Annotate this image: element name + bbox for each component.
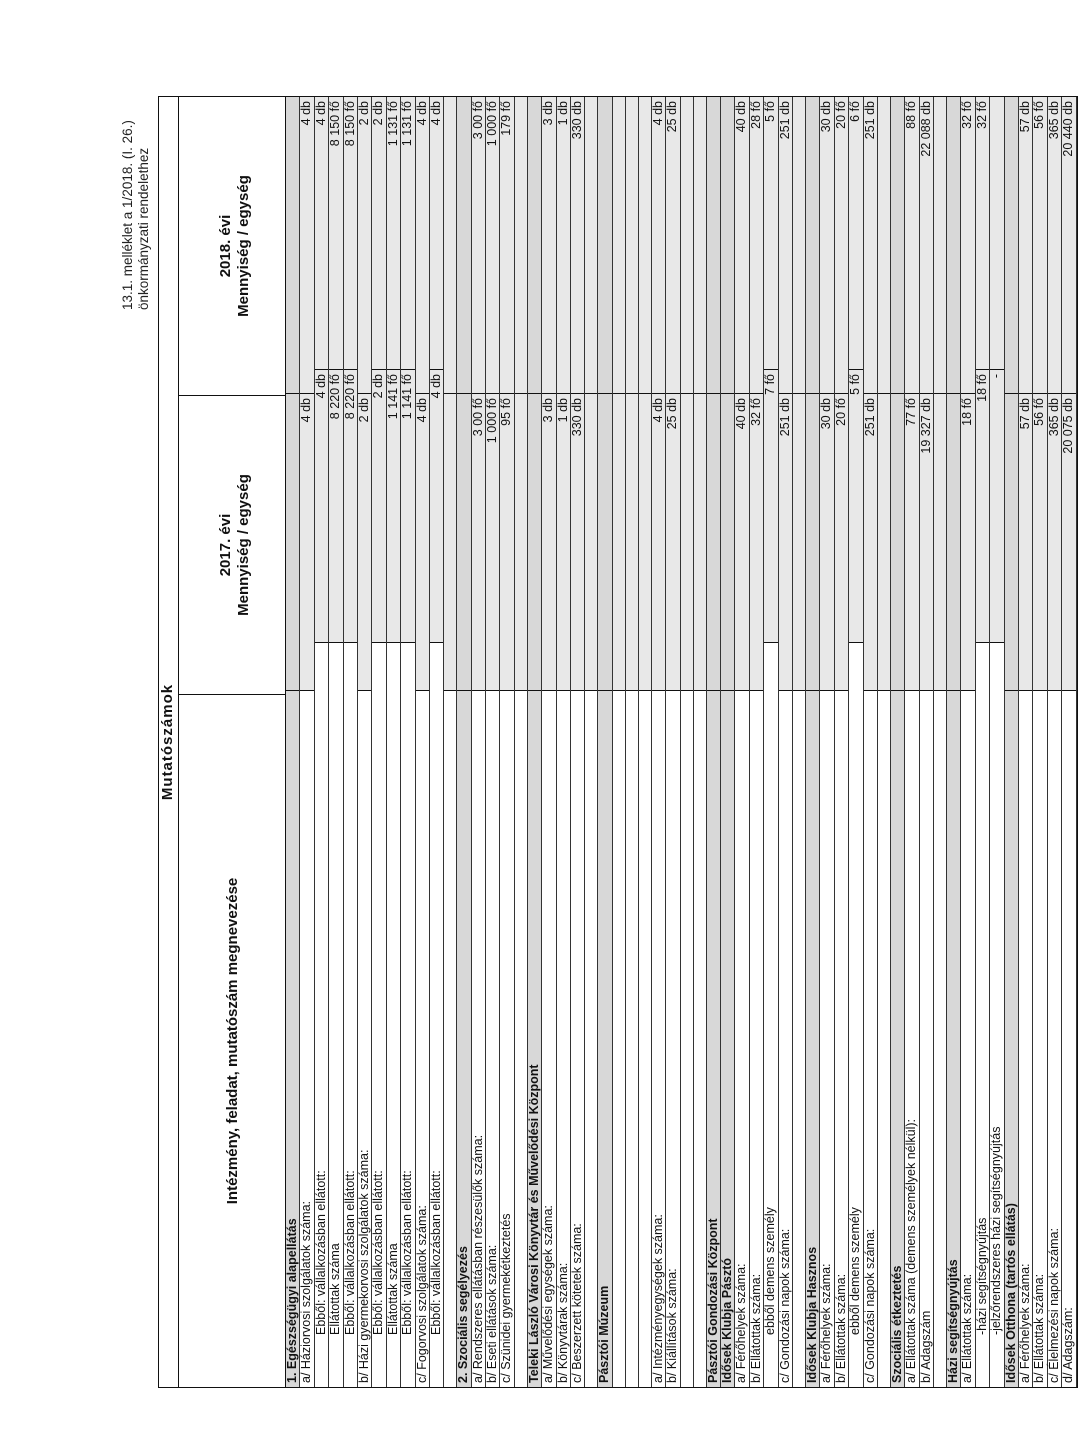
value-2018 xyxy=(878,97,890,393)
value-2017: 251 db xyxy=(779,393,792,690)
row-label: a/ Férőhelyek száma: xyxy=(735,690,748,1387)
value-2017 xyxy=(707,393,720,690)
table-row xyxy=(542,97,556,1387)
value-2017 xyxy=(793,393,805,690)
row-label: Ebből: vállalkozásban ellátott: xyxy=(344,642,357,1387)
value-2018 xyxy=(585,97,597,393)
value-2018: 2 db xyxy=(372,97,385,369)
value-2017: 1 141 fő xyxy=(387,369,400,642)
value-2017: 2 db xyxy=(358,393,371,690)
value-2017 xyxy=(639,393,651,690)
value-2018 xyxy=(793,97,805,393)
value-2017: 330 db xyxy=(571,393,584,690)
value-2018 xyxy=(947,97,960,393)
value-2017: 8 220 fő xyxy=(329,369,342,642)
table-row xyxy=(934,97,947,1387)
table-row xyxy=(666,97,680,1387)
row-label: d/ Adagszám: xyxy=(1062,690,1075,1387)
value-2018 xyxy=(639,97,651,393)
table-row xyxy=(735,97,749,1387)
value-2017: 7 fő xyxy=(764,369,777,642)
row-label: a/ Ellátottak száma (demens személyek nélkül): xyxy=(905,690,918,1387)
value-2017 xyxy=(947,393,960,690)
column-header-2018-year: 2018. évi xyxy=(217,214,234,278)
column-header-2018 xyxy=(179,97,285,395)
annex-caption xyxy=(120,10,152,310)
value-2018 xyxy=(806,97,819,393)
column-header-name: Intézmény, feladat, mutatószám megnevezése xyxy=(179,694,285,1387)
value-2017: 2 db xyxy=(372,369,385,642)
row-label: Idősek Klubja Pásztó xyxy=(721,690,734,1387)
value-2017 xyxy=(286,393,299,690)
caption-line-2: önkormányzati rendelethez xyxy=(136,147,151,310)
row-label xyxy=(626,690,638,1387)
value-2018: 330 db xyxy=(571,97,584,393)
table-row xyxy=(315,97,329,1387)
table-row xyxy=(387,97,401,1387)
value-2018: 4 db xyxy=(652,97,665,393)
row-label: Teleki László Városi Könyvtár és Művelődési Központ xyxy=(528,690,541,1387)
value-2017: 4 db xyxy=(300,393,313,690)
value-2017 xyxy=(528,393,541,690)
value-2018: 3 00 fő xyxy=(472,97,485,393)
table-row xyxy=(472,97,486,1387)
section-row xyxy=(1005,97,1019,1387)
row-label xyxy=(613,690,625,1387)
value-2017: 20 fő xyxy=(835,393,848,690)
table-row xyxy=(849,97,863,1387)
row-label: Idősek Otthona (tartós ellátás) xyxy=(1005,690,1018,1387)
row-label: -jelzőrendszeres házi segítségnyújtás xyxy=(990,642,1003,1387)
value-2018: 56 fő xyxy=(1033,97,1046,393)
table-row xyxy=(779,97,793,1387)
table-row xyxy=(820,97,834,1387)
value-2017: 18 fő xyxy=(961,393,974,690)
value-2017 xyxy=(613,393,625,690)
section-row xyxy=(598,97,612,1387)
column-header-2017-unit: Mennyiség / egység xyxy=(235,474,252,616)
section-row xyxy=(891,97,905,1387)
value-2018: 4 db xyxy=(416,97,429,393)
value-2017 xyxy=(515,393,527,690)
value-2018: 1 000 fő xyxy=(486,97,499,393)
table-row xyxy=(416,97,430,1387)
section-row xyxy=(457,97,471,1387)
value-2017: 5 fő xyxy=(849,369,862,642)
table-row xyxy=(401,97,415,1387)
section-row xyxy=(721,97,735,1387)
value-2017: 56 fő xyxy=(1033,393,1046,690)
row-label: c/ Fogorvosi szolgálatok száma: xyxy=(416,690,429,1387)
table-row xyxy=(585,97,598,1387)
row-label: c/ Gondozási napok száma: xyxy=(864,690,877,1387)
value-2018 xyxy=(286,97,299,393)
column-header-2017-year: 2017. évi xyxy=(217,513,234,577)
row-label: b/ Ellátottak száma: xyxy=(750,690,763,1387)
value-2018: 25 db xyxy=(666,97,679,393)
row-label: b/ Ellátottak száma: xyxy=(1033,690,1046,1387)
table-header xyxy=(179,97,286,1387)
table-row xyxy=(920,97,934,1387)
value-2018: 6 fő xyxy=(849,97,862,369)
value-2017: 4 db xyxy=(652,393,665,690)
value-2018 xyxy=(681,97,693,393)
value-2018: 2 db xyxy=(358,97,371,393)
row-label: b/ Könyvtárak száma: xyxy=(557,690,570,1387)
row-label: Pásztói Gondozási Központ xyxy=(707,690,720,1387)
value-2017 xyxy=(934,393,946,690)
value-2018: 30 db xyxy=(820,97,833,393)
table-row xyxy=(990,97,1004,1387)
row-label: c/ Élelmezési napok száma: xyxy=(1048,690,1061,1387)
row-label: Ebből: vállalkozásban ellátott: xyxy=(401,642,414,1387)
table-row xyxy=(681,97,694,1387)
table-row xyxy=(300,97,314,1387)
table-row xyxy=(864,97,878,1387)
row-label: a/ Rendszeres ellátásban részesülők száma: xyxy=(472,690,485,1387)
row-label: b/ Ellátottak száma: xyxy=(835,690,848,1387)
row-label xyxy=(694,690,706,1387)
value-2018: 28 fő xyxy=(750,97,763,393)
value-2017: 4 db xyxy=(416,393,429,690)
table-row xyxy=(639,97,652,1387)
value-2017: 25 db xyxy=(666,393,679,690)
table-row xyxy=(793,97,806,1387)
table-title: Mutatószámok xyxy=(159,97,179,1387)
row-label: b/ Adagszám xyxy=(920,690,933,1387)
value-2018: 4 db xyxy=(315,97,328,369)
row-label: c/ Beszerzett kötetek száma: xyxy=(571,690,584,1387)
table-row xyxy=(613,97,626,1387)
value-2017 xyxy=(681,393,693,690)
value-2017: 1 000 fő xyxy=(486,393,499,690)
section-row xyxy=(286,97,300,1387)
row-label: 1. Egészségügyi alapellátás xyxy=(286,690,299,1387)
value-2018 xyxy=(613,97,625,393)
value-2018: 32 fő xyxy=(976,97,989,369)
row-label xyxy=(793,690,805,1387)
indicator-table xyxy=(158,96,1078,1388)
value-2018 xyxy=(990,97,1003,369)
value-2018: 5 fő xyxy=(764,97,777,369)
table-row xyxy=(835,97,849,1387)
value-2017: 3 db xyxy=(542,393,555,690)
table-row xyxy=(486,97,500,1387)
table-row xyxy=(905,97,919,1387)
value-2018: 179 fő xyxy=(500,97,513,393)
value-2018: 3 db xyxy=(542,97,555,393)
value-2017: - xyxy=(990,369,1003,642)
column-header-2017 xyxy=(179,395,285,694)
row-label: Ebből: vállalkozásban ellátott: xyxy=(372,642,385,1387)
table-row xyxy=(976,97,990,1387)
section-row xyxy=(707,97,721,1387)
rotated-page xyxy=(118,0,1076,1448)
table-row xyxy=(571,97,585,1387)
caption-line-1: 13.1. melléklet a 1/2018. (I. 26.) xyxy=(120,120,135,310)
table-row xyxy=(430,97,444,1387)
value-2018: 57 db xyxy=(1019,97,1032,393)
table-row xyxy=(764,97,778,1387)
table-row xyxy=(626,97,639,1387)
value-2017: 32 fő xyxy=(750,393,763,690)
table-row xyxy=(652,97,666,1387)
table-row xyxy=(694,97,707,1387)
value-2017 xyxy=(598,393,611,690)
value-2017: 18 fő xyxy=(976,369,989,642)
value-2018: 22 088 db xyxy=(920,97,933,393)
value-2017 xyxy=(694,393,706,690)
value-2018: 4 db xyxy=(430,97,443,369)
value-2017: 77 fő xyxy=(905,393,918,690)
row-label xyxy=(515,690,527,1387)
value-2017 xyxy=(457,393,470,690)
value-2017: 57 db xyxy=(1019,393,1032,690)
table-row xyxy=(1048,97,1062,1387)
value-2018: 8 150 fő xyxy=(344,97,357,369)
value-2018 xyxy=(707,97,720,393)
value-2017 xyxy=(1005,393,1018,690)
value-2017 xyxy=(721,393,734,690)
value-2018 xyxy=(515,97,527,393)
value-2018 xyxy=(444,97,456,393)
row-label: ebből demens személy xyxy=(849,642,862,1387)
value-2017: 19 327 db xyxy=(920,393,933,690)
section-row xyxy=(806,97,820,1387)
value-2018: 1 131 fő xyxy=(387,97,400,369)
value-2018 xyxy=(934,97,946,393)
value-2018 xyxy=(891,97,904,393)
table-row xyxy=(750,97,764,1387)
row-label xyxy=(878,690,890,1387)
value-2018: 365 db xyxy=(1048,97,1061,393)
row-label: b/ Kiállítások száma: xyxy=(666,690,679,1387)
row-label: b/ Házi gyermekorvosi szolgálatok száma: xyxy=(358,690,371,1387)
value-2018: 20 fő xyxy=(835,97,848,393)
table-row xyxy=(1062,97,1076,1387)
row-label: Pásztói Múzeum xyxy=(598,690,611,1387)
row-label: Idősek Klubja Hasznos xyxy=(806,690,819,1387)
value-2018: 251 db xyxy=(779,97,792,393)
value-2017: 1 db xyxy=(557,393,570,690)
value-2018: 32 fő xyxy=(961,97,974,393)
value-2018 xyxy=(1005,97,1018,393)
row-label: Ebből: vállalkozásban ellátott: xyxy=(430,642,443,1387)
table-row xyxy=(1019,97,1033,1387)
value-2017 xyxy=(585,393,597,690)
table-row xyxy=(329,97,343,1387)
row-label: a/ Férőhelyek száma: xyxy=(1019,690,1032,1387)
value-2018 xyxy=(694,97,706,393)
row-label xyxy=(934,690,946,1387)
value-2018 xyxy=(457,97,470,393)
row-label: Ellátottak száma xyxy=(329,642,342,1387)
value-2018 xyxy=(721,97,734,393)
row-label: a/ Művelődési egységek száma: xyxy=(542,690,555,1387)
value-2017: 95 fő xyxy=(500,393,513,690)
row-label: Házi segítségnyújtás xyxy=(947,690,960,1387)
table-row xyxy=(358,97,372,1387)
row-label: Ellátottak száma xyxy=(387,642,400,1387)
value-2017: 20 075 db xyxy=(1062,393,1075,690)
row-label xyxy=(444,690,456,1387)
table-row xyxy=(878,97,891,1387)
row-label: a/ Háziorvosi szolgálatok száma: xyxy=(300,690,313,1387)
section-row xyxy=(947,97,961,1387)
value-2018: 4 db xyxy=(300,97,313,393)
value-2017: 40 db xyxy=(735,393,748,690)
row-label xyxy=(681,690,693,1387)
table-row xyxy=(515,97,528,1387)
value-2017 xyxy=(878,393,890,690)
table-row xyxy=(1033,97,1047,1387)
value-2018: 40 db xyxy=(735,97,748,393)
table-row xyxy=(372,97,386,1387)
row-label: c/ Szünidei gyermekétkeztetés xyxy=(500,690,513,1387)
value-2017 xyxy=(626,393,638,690)
row-label: 2. Szociális segélyezés xyxy=(457,690,470,1387)
row-label: c/ Gondozási napok száma: xyxy=(779,690,792,1387)
row-label: a/ Férőhelyek száma: xyxy=(820,690,833,1387)
table-row xyxy=(444,97,457,1387)
row-label: a/ Ellátottak száma: xyxy=(961,690,974,1387)
value-2017: 3 00 fő xyxy=(472,393,485,690)
value-2017: 30 db xyxy=(820,393,833,690)
value-2018 xyxy=(598,97,611,393)
row-label: ebből demens személy xyxy=(764,642,777,1387)
value-2018: 88 fő xyxy=(905,97,918,393)
table-body xyxy=(286,97,1077,1387)
value-2017 xyxy=(444,393,456,690)
value-2018: 251 db xyxy=(864,97,877,393)
value-2018: 20 440 db xyxy=(1062,97,1075,393)
row-label: Ebből: vállalkozásban ellátott: xyxy=(315,642,328,1387)
value-2017: 8 220 fő xyxy=(344,369,357,642)
table-row xyxy=(344,97,358,1387)
value-2018: 1 131 fő xyxy=(401,97,414,369)
table-row xyxy=(961,97,975,1387)
row-label: -házi segítségnyújtás xyxy=(976,642,989,1387)
value-2017: 4 db xyxy=(315,369,328,642)
value-2018: 8 150 fő xyxy=(329,97,342,369)
value-2018: 1 db xyxy=(557,97,570,393)
row-label: a/ Intézményegységek száma: xyxy=(652,690,665,1387)
row-label xyxy=(585,690,597,1387)
row-label: Szociális étkeztetés xyxy=(891,690,904,1387)
value-2017: 251 db xyxy=(864,393,877,690)
column-header-2018-unit: Mennyiség / egység xyxy=(235,175,252,317)
section-row xyxy=(528,97,542,1387)
value-2017 xyxy=(891,393,904,690)
value-2018 xyxy=(626,97,638,393)
row-label: b/ Eseti ellátások száma: xyxy=(486,690,499,1387)
value-2018 xyxy=(528,97,541,393)
value-2017 xyxy=(806,393,819,690)
table-row xyxy=(557,97,571,1387)
table-row xyxy=(500,97,514,1387)
row-label xyxy=(639,690,651,1387)
value-2017: 1 141 fő xyxy=(401,369,414,642)
value-2017: 365 db xyxy=(1048,393,1061,690)
value-2017: 4 db xyxy=(430,369,443,642)
